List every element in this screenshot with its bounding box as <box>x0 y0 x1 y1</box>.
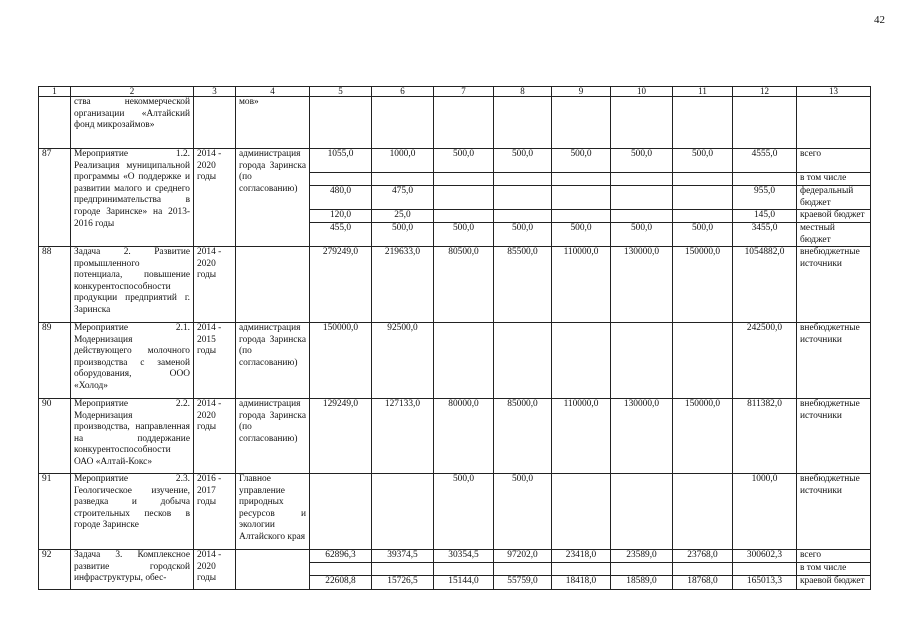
amount-value: 18418,0 <box>565 576 597 586</box>
amount-cell <box>733 399 797 474</box>
executor-cell: администрация города Заринска (по согласованию) <box>236 149 310 247</box>
amount-value: 500,0 <box>391 223 414 233</box>
amount-value: 165013,3 <box>746 576 783 586</box>
amount-cell <box>552 550 611 590</box>
amount-value: 150000,0 <box>322 323 359 333</box>
amount-value: 1000,0 <box>751 474 778 484</box>
header-cell: 6 <box>372 87 434 97</box>
table-row <box>39 247 871 323</box>
amount-value: 1055,0 <box>327 149 354 159</box>
source-cell <box>797 247 871 323</box>
amount-cell <box>494 323 552 399</box>
source-cell <box>797 550 871 590</box>
header-cell: 11 <box>673 87 733 97</box>
amount-value: 500,0 <box>511 149 534 159</box>
amount-cell <box>733 247 797 323</box>
amount-value: 22608,8 <box>325 576 356 586</box>
amount-cell <box>372 97 434 149</box>
funding-source: федеральный бюджет <box>800 186 854 208</box>
table-row <box>39 149 871 247</box>
table-row <box>39 97 871 149</box>
header-cell: 10 <box>611 87 673 97</box>
row-number-cell: 88 <box>39 247 71 323</box>
source-cell <box>797 474 871 550</box>
header-cell: 5 <box>310 87 372 97</box>
amount-value: 62896,3 <box>325 550 356 560</box>
amount-cell <box>372 247 434 323</box>
amount-cell <box>494 247 552 323</box>
table-row <box>39 399 871 474</box>
activity-name-cell: ства некоммерческой организации «Алтайский фонд микрозаймов» <box>71 97 194 149</box>
amount-cell <box>310 550 372 590</box>
amount-value: 130000,0 <box>623 399 660 409</box>
executor-cell: Главное управление природных ресурсов и экологии Алтайского края <box>236 474 310 550</box>
amount-cell <box>434 550 494 590</box>
amount-value: 130000,0 <box>623 247 660 257</box>
amount-value: 500,0 <box>511 474 534 484</box>
source-cell <box>797 399 871 474</box>
period-cell <box>194 97 236 149</box>
amount-cell <box>611 247 673 323</box>
header-cell: 9 <box>552 87 611 97</box>
amount-cell <box>372 323 434 399</box>
amount-cell <box>494 474 552 550</box>
row-number-cell: 89 <box>39 323 71 399</box>
amount-value: 150000,0 <box>684 399 721 409</box>
funding-source: краевой бюджет <box>800 210 865 220</box>
amount-value: 219633,0 <box>384 247 421 257</box>
amount-cell <box>611 399 673 474</box>
source-cell <box>797 323 871 399</box>
amount-value: 4555,0 <box>751 149 778 159</box>
header-row <box>39 87 871 97</box>
header-cell: 3 <box>194 87 236 97</box>
row-number-cell: 92 <box>39 550 71 590</box>
amount-cell <box>434 97 494 149</box>
amount-value: 955,0 <box>753 186 776 196</box>
amount-cell <box>611 97 673 149</box>
amount-value: 120,0 <box>329 210 352 220</box>
funding-source: местный бюджет <box>800 223 835 245</box>
amount-cell <box>611 323 673 399</box>
amount-value: 23589,0 <box>626 550 657 560</box>
row-number-cell <box>39 97 71 149</box>
funding-source: внебюджетные источники <box>800 247 860 269</box>
amount-value: 500,0 <box>452 223 475 233</box>
amount-cell <box>434 399 494 474</box>
period-cell: 2014 - 2020 годы <box>194 550 236 590</box>
amount-value: 500,0 <box>511 223 534 233</box>
amount-cell <box>733 323 797 399</box>
amount-value: 15144,0 <box>448 576 479 586</box>
period-cell: 2014 - 2015 годы <box>194 323 236 399</box>
amount-value: 1054882,0 <box>744 247 785 257</box>
amount-value: 92500,0 <box>387 323 418 333</box>
amount-cell <box>552 247 611 323</box>
row-number-cell: 91 <box>39 474 71 550</box>
amount-cell <box>611 474 673 550</box>
amount-value: 500,0 <box>630 149 653 159</box>
period-cell: 2014 - 2020 годы <box>194 149 236 247</box>
amount-value: 23418,0 <box>565 550 597 560</box>
table-row <box>39 323 871 399</box>
amount-value: 25,0 <box>394 210 411 220</box>
amount-value: 15726,5 <box>387 576 418 586</box>
amount-value: 500,0 <box>452 149 475 159</box>
amount-cell <box>494 399 552 474</box>
activity-name-cell: Мероприятие 2.3. Геологическое изучение, разведка и добыча строительных песков в городе Заринске <box>71 474 194 550</box>
amount-value: 242500,0 <box>746 323 783 333</box>
amount-value: 279249,0 <box>322 247 359 257</box>
funding-source: всего <box>800 550 822 560</box>
source-cell <box>797 97 871 149</box>
amount-cell <box>552 97 611 149</box>
amount-value: 500,0 <box>691 223 714 233</box>
amount-value: 23768,0 <box>687 550 718 560</box>
amount-value: 97202,0 <box>507 550 538 560</box>
period-cell: 2014 - 2020 годы <box>194 247 236 323</box>
amount-cell <box>673 149 733 247</box>
amount-cell <box>673 474 733 550</box>
amount-cell <box>310 323 372 399</box>
header-cell: 8 <box>494 87 552 97</box>
amount-cell <box>372 550 434 590</box>
amount-value: 80000,0 <box>448 399 479 409</box>
amount-value: 1000,0 <box>389 149 416 159</box>
amount-cell <box>673 399 733 474</box>
funding-source: внебюджетные источники <box>800 474 860 496</box>
amount-cell <box>434 247 494 323</box>
amount-cell <box>494 97 552 149</box>
amount-cell <box>611 149 673 247</box>
amount-cell <box>611 550 673 590</box>
source-cell <box>797 149 871 247</box>
activity-name-cell: Мероприятие 2.2. Модернизация производства, направленная на поддержание конкурентоспособности ОАО «Алтай-Кокс» <box>71 399 194 474</box>
amount-value: 475,0 <box>391 186 414 196</box>
amount-value: 500,0 <box>570 223 592 233</box>
amount-cell <box>372 399 434 474</box>
activity-name-cell: Задача 3. Комплексное развитие городской инфраструктуры, обес- <box>71 550 194 590</box>
amount-value: 300602,3 <box>746 550 783 560</box>
amount-cell <box>434 323 494 399</box>
header-cell: 13 <box>797 87 871 97</box>
amount-cell <box>310 247 372 323</box>
header-cell: 7 <box>434 87 494 97</box>
period-cell: 2016 - 2017 годы <box>194 474 236 550</box>
funding-source: в том числе <box>800 563 847 573</box>
activity-name-cell: Мероприятие 1.2. Реализация муниципальной программы «О поддержке и развитии малого и среднего предпринимательства в городе Заринске» на 2013-2016 годы <box>71 149 194 247</box>
table-row <box>39 474 871 550</box>
header-cell: 12 <box>733 87 797 97</box>
amount-cell <box>372 474 434 550</box>
row-number-cell: 90 <box>39 399 71 474</box>
funding-source: внебюджетные источники <box>800 399 860 421</box>
header-cell: 2 <box>71 87 194 97</box>
amount-value: 500,0 <box>570 149 592 159</box>
amount-cell <box>310 399 372 474</box>
amount-value: 480,0 <box>329 186 352 196</box>
table-row <box>39 550 871 590</box>
amount-cell <box>434 149 494 247</box>
amount-value: 110000,0 <box>563 399 599 409</box>
activity-name-cell: Мероприятие 2.1. Модернизация действующего молочного производства с заменой оборудования, ООО «Холод» <box>71 323 194 399</box>
amount-cell <box>673 247 733 323</box>
amount-cell <box>552 399 611 474</box>
amount-cell <box>733 149 797 247</box>
amount-cell <box>552 474 611 550</box>
header-cell: 1 <box>39 87 71 97</box>
amount-value: 110000,0 <box>563 247 599 257</box>
header-cell: 4 <box>236 87 310 97</box>
amount-value: 145,0 <box>753 210 776 220</box>
executor-cell <box>236 247 310 323</box>
amount-cell <box>552 323 611 399</box>
amount-cell <box>310 149 372 247</box>
amount-cell <box>552 149 611 247</box>
amount-cell <box>673 323 733 399</box>
amount-cell <box>733 474 797 550</box>
amount-value: 129249,0 <box>322 399 359 409</box>
amount-value: 30354,5 <box>448 550 479 560</box>
amount-value: 85500,0 <box>507 247 538 257</box>
amount-cell <box>372 149 434 247</box>
amount-value: 150000,0 <box>684 247 721 257</box>
executor-cell: администрация города Заринска (по согласованию) <box>236 399 310 474</box>
amount-value: 500,0 <box>691 149 714 159</box>
amount-cell <box>310 97 372 149</box>
funding-source: внебюджетные источники <box>800 323 860 345</box>
amount-cell <box>733 550 797 590</box>
amount-value: 39374,5 <box>387 550 418 560</box>
amount-value: 3455,0 <box>751 223 778 233</box>
page-number: 42 <box>874 14 885 26</box>
funding-source: краевой бюджет <box>800 576 865 586</box>
executor-cell: администрация города Заринска (по согласованию) <box>236 323 310 399</box>
amount-value: 127133,0 <box>384 399 421 409</box>
period-cell: 2014 - 2020 годы <box>194 399 236 474</box>
amount-cell <box>494 149 552 247</box>
amount-cell <box>494 550 552 590</box>
amount-cell <box>673 97 733 149</box>
activity-name-cell: Задача 2. Развитие промышленного потенциала, повышение конкурентоспособности продукции предприятий г. Заринска <box>71 247 194 323</box>
amount-value: 811382,0 <box>747 399 782 409</box>
amount-value: 500,0 <box>452 474 475 484</box>
amount-value: 455,0 <box>329 223 352 233</box>
amount-value: 500,0 <box>630 223 653 233</box>
amount-value: 18768,0 <box>687 576 718 586</box>
amount-value: 18589,0 <box>626 576 657 586</box>
amount-value: 85000,0 <box>507 399 538 409</box>
amount-value: 80500,0 <box>448 247 479 257</box>
funding-source: в том числе <box>800 173 847 183</box>
amount-cell <box>673 550 733 590</box>
amount-cell <box>434 474 494 550</box>
row-number-cell: 87 <box>39 149 71 247</box>
funding-source: всего <box>800 149 822 159</box>
amount-value: 55759,0 <box>507 576 538 586</box>
executor-cell <box>236 550 310 590</box>
budget-table <box>38 86 871 590</box>
amount-cell <box>733 97 797 149</box>
executor-cell: мов» <box>236 97 310 149</box>
amount-cell <box>310 474 372 550</box>
